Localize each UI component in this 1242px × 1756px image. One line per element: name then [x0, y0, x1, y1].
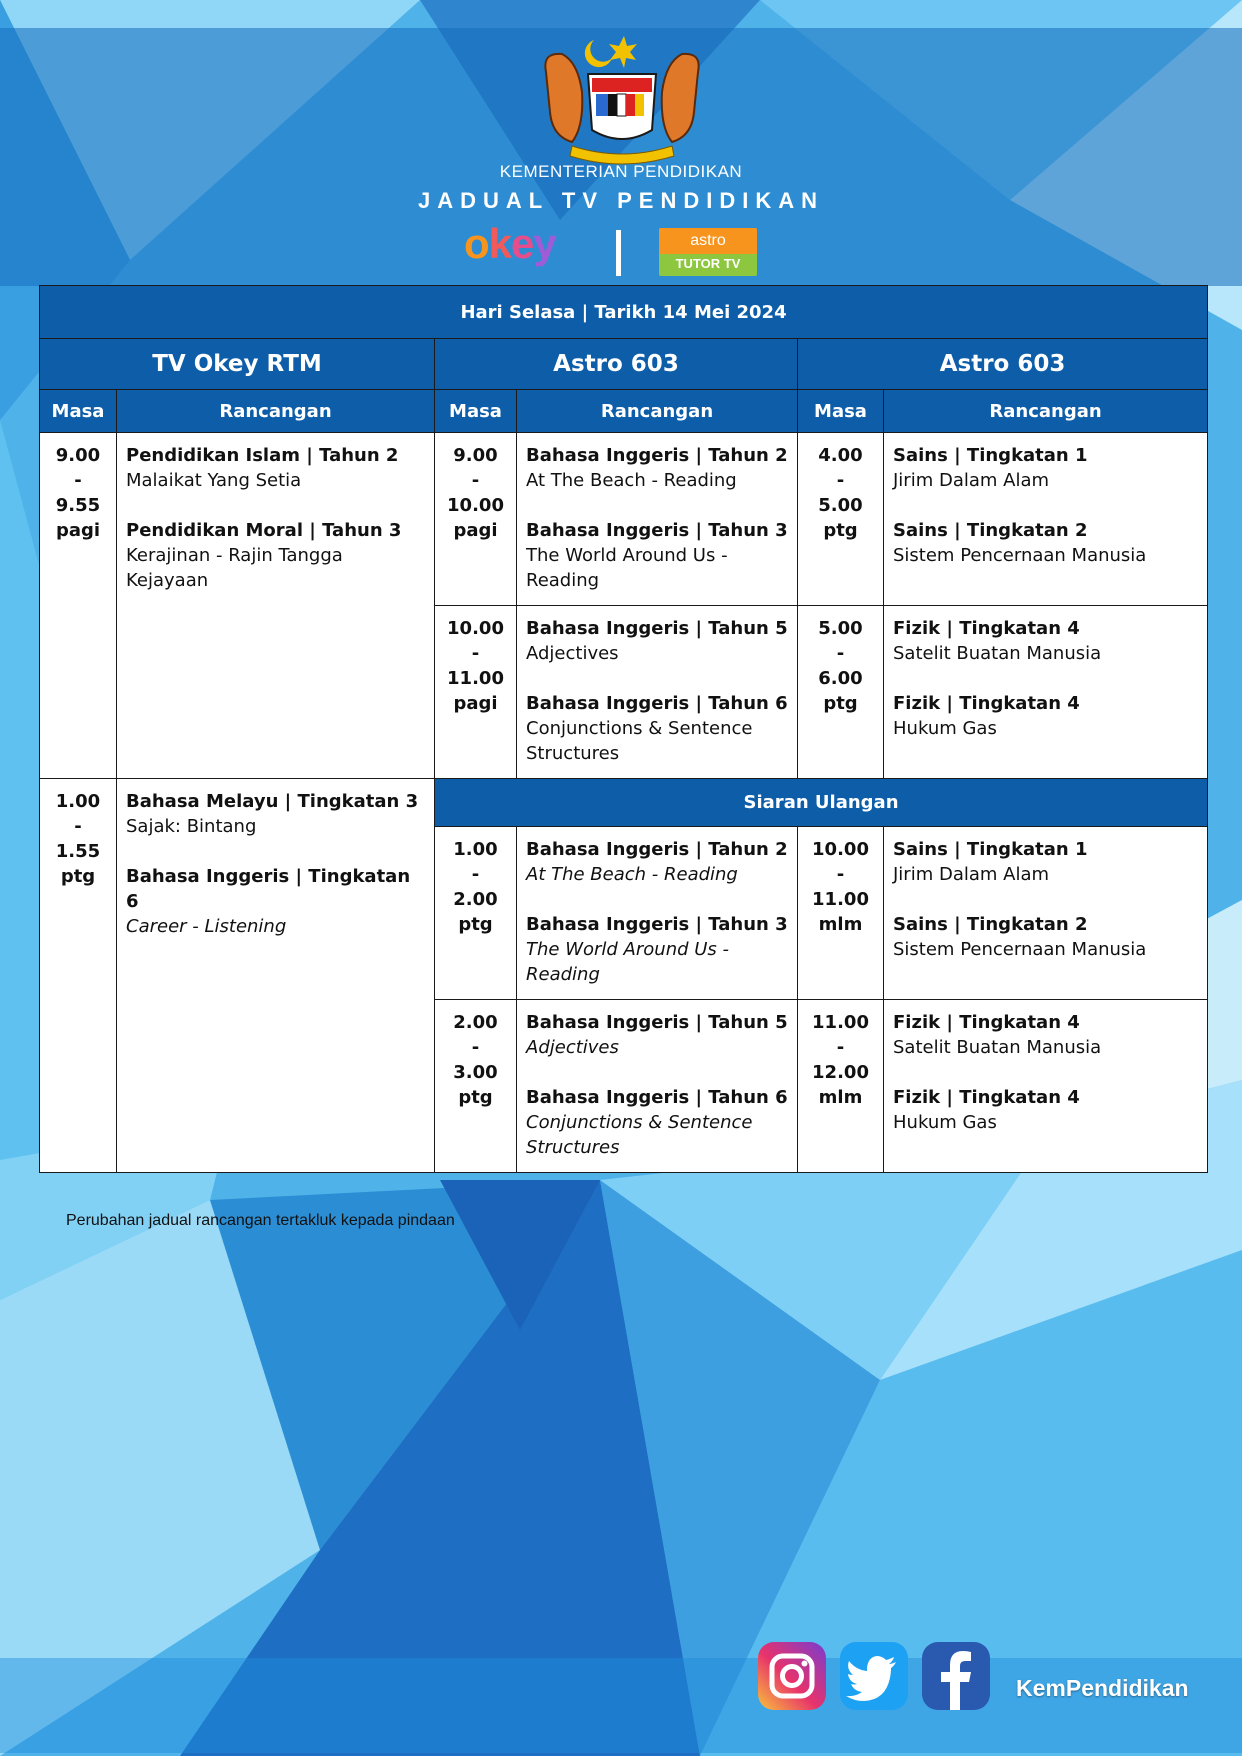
time-slot: [40, 779, 117, 1173]
time-slot: [435, 433, 517, 606]
column-masa: Masa: [40, 390, 117, 433]
program-topic: Reading: [526, 964, 600, 985]
channel-header-rtm: TV Okey RTM: [40, 339, 435, 390]
program-title: Sains | Tingkatan 2: [893, 520, 1088, 541]
time-line: -: [471, 864, 480, 885]
program-title: Bahasa Inggeris | Tahun 3: [526, 520, 788, 541]
program-topic: Jirim Dalam Alam: [893, 470, 1050, 491]
program-topic: Structures: [526, 1137, 620, 1158]
time-line: -: [836, 864, 845, 885]
time-line: mlm: [818, 1087, 863, 1108]
time-line: ptg: [823, 520, 858, 541]
program-title: Bahasa Inggeris | Tahun 2: [526, 445, 788, 466]
program-title: Bahasa Inggeris | Tingkatan 6: [126, 866, 411, 912]
program-topic: Sistem Pencernaan Manusia: [893, 939, 1147, 960]
time-slot: [798, 1000, 884, 1173]
program-topic: Kerajinan - Rajin Tangga: [126, 545, 343, 566]
time-line: -: [836, 470, 845, 491]
program-title: Bahasa Inggeris | Tahun 5: [526, 618, 788, 639]
schedule-table: [39, 285, 1208, 1173]
disclaimer-note: Perubahan jadual rancangan tertakluk kepada pindaan: [66, 1212, 455, 1229]
program-topic: Structures: [526, 743, 620, 764]
date-header: Hari Selasa | Tarikh 14 Mei 2024: [40, 286, 1208, 339]
program-topic: Malaikat Yang Setia: [126, 470, 302, 491]
time-line: 4.00: [818, 445, 863, 466]
time-line: 1.00: [453, 839, 498, 860]
program-topic: Adjectives: [526, 1037, 619, 1058]
program-title: Fizik | Tingkatan 4: [893, 1087, 1080, 1108]
program-cell: [884, 1000, 1208, 1173]
time-line: 9.00: [55, 445, 101, 466]
program-title: Sains | Tingkatan 1: [893, 839, 1088, 860]
program-title: Sains | Tingkatan 1: [893, 445, 1088, 466]
time-line: 3.00: [453, 1062, 498, 1083]
time-line: 1.55: [55, 841, 101, 862]
time-line: -: [471, 470, 480, 491]
program-title: Pendidikan Islam | Tahun 2: [126, 445, 399, 466]
time-line: 2.00: [453, 889, 498, 910]
time-line: 5.00: [818, 495, 863, 516]
time-line: -: [836, 1037, 845, 1058]
time-slot: [435, 606, 517, 779]
ministry-name: KEMENTERIAN PENDIDIKAN: [499, 162, 743, 181]
time-slot: [798, 606, 884, 779]
program-cell: [517, 606, 798, 779]
program-title: Bahasa Inggeris | Tahun 5: [526, 1012, 788, 1033]
program-topic: Adjectives: [526, 643, 619, 664]
program-topic: At The Beach - Reading: [526, 864, 738, 885]
time-line: 12.00: [812, 1062, 869, 1083]
program-topic: Sistem Pencernaan Manusia: [893, 545, 1147, 566]
time-line: 5.00: [818, 618, 863, 639]
time-line: -: [471, 643, 480, 664]
column-masa: Masa: [798, 390, 884, 433]
program-cell: [517, 433, 798, 606]
program-title: Fizik | Tingkatan 4: [893, 693, 1080, 714]
time-line: ptg: [823, 693, 858, 714]
program-cell: [884, 606, 1208, 779]
time-line: 6.00: [818, 668, 863, 689]
time-line: ptg: [60, 866, 96, 887]
channel-header-astro-b: Astro 603: [798, 339, 1208, 390]
program-topic: Satelit Buatan Manusia: [893, 643, 1102, 664]
column-rancangan: Rancangan: [517, 390, 798, 433]
time-slot: [435, 827, 517, 1000]
program-title: Pendidikan Moral | Tahun 3: [126, 520, 402, 541]
social-handle[interactable]: KemPendidikan: [1016, 1675, 1189, 1701]
column-masa: Masa: [435, 390, 517, 433]
siaran-ulangan-header: Siaran Ulangan: [435, 779, 1208, 827]
program-cell: [517, 1000, 798, 1173]
facebook-icon[interactable]: [920, 1640, 992, 1712]
time-line: -: [74, 816, 82, 837]
time-slot: [435, 1000, 517, 1173]
page-header: [0, 28, 1242, 286]
time-slot: [40, 433, 117, 779]
channel-header-astro-a: Astro 603: [435, 339, 798, 390]
time-line: -: [836, 643, 845, 664]
time-slot: [798, 827, 884, 1000]
time-line: pagi: [55, 520, 101, 541]
time-line: 11.00: [812, 1012, 869, 1033]
program-topic: Career - Listening: [126, 916, 287, 937]
time-line: pagi: [453, 520, 498, 541]
program-topic: Kejayaan: [126, 570, 209, 591]
time-line: -: [74, 470, 82, 491]
time-line: 11.00: [447, 668, 504, 689]
twitter-icon[interactable]: [838, 1640, 910, 1712]
program-topic: Hukum Gas: [893, 718, 997, 739]
program-cell: [884, 827, 1208, 1000]
program-topic: Hukum Gas: [893, 1112, 997, 1133]
time-line: mlm: [818, 914, 863, 935]
program-topic: Conjunctions & Sentence: [526, 718, 753, 739]
program-title: Sains | Tingkatan 2: [893, 914, 1088, 935]
program-topic: At The Beach - Reading: [526, 470, 737, 491]
program-title: Bahasa Melayu | Tingkatan 3: [126, 791, 419, 812]
column-rancangan: Rancangan: [117, 390, 435, 433]
program-title: Bahasa Inggeris | Tahun 3: [526, 914, 788, 935]
time-line: 9.55: [55, 495, 101, 516]
time-line: 9.00: [453, 445, 498, 466]
footer-band: [0, 1658, 1242, 1753]
astro-tutor-tv-logo: astro TUTOR TV: [659, 228, 757, 276]
time-line: ptg: [458, 1087, 493, 1108]
program-title: Fizik | Tingkatan 4: [893, 618, 1080, 639]
program-topic: The World Around Us -: [526, 939, 730, 960]
time-line: 10.00: [447, 618, 504, 639]
program-cell: [117, 779, 435, 1173]
program-cell: [884, 433, 1208, 606]
program-title: Bahasa Inggeris | Tahun 2: [526, 839, 788, 860]
page-title: JADUAL TV PENDIDIKAN: [417, 188, 825, 213]
instagram-icon[interactable]: [756, 1640, 828, 1712]
program-cell: [517, 827, 798, 1000]
time-line: pagi: [453, 693, 498, 714]
program-title: Bahasa Inggeris | Tahun 6: [526, 693, 788, 714]
time-line: 10.00: [812, 839, 869, 860]
coat-of-arms-logo: [532, 32, 712, 172]
time-line: 10.00: [447, 495, 504, 516]
program-topic: Sajak: Bintang: [126, 816, 257, 837]
okey-logo: okey: [464, 220, 556, 267]
time-line: 11.00: [812, 889, 869, 910]
program-topic: Conjunctions & Sentence: [526, 1112, 753, 1133]
program-topic: The World Around Us -: [526, 545, 728, 566]
program-title: Fizik | Tingkatan 4: [893, 1012, 1080, 1033]
time-line: -: [471, 1037, 480, 1058]
time-line: 2.00: [453, 1012, 498, 1033]
time-line: 1.00: [55, 791, 101, 812]
program-title: Bahasa Inggeris | Tahun 6: [526, 1087, 788, 1108]
program-topic: Jirim Dalam Alam: [893, 864, 1050, 885]
column-rancangan: Rancangan: [884, 390, 1208, 433]
logo-divider: [616, 230, 621, 276]
time-line: ptg: [458, 914, 493, 935]
program-cell: [117, 433, 435, 779]
program-topic: Satelit Buatan Manusia: [893, 1037, 1102, 1058]
program-topic: Reading: [526, 570, 600, 591]
time-slot: [798, 433, 884, 606]
